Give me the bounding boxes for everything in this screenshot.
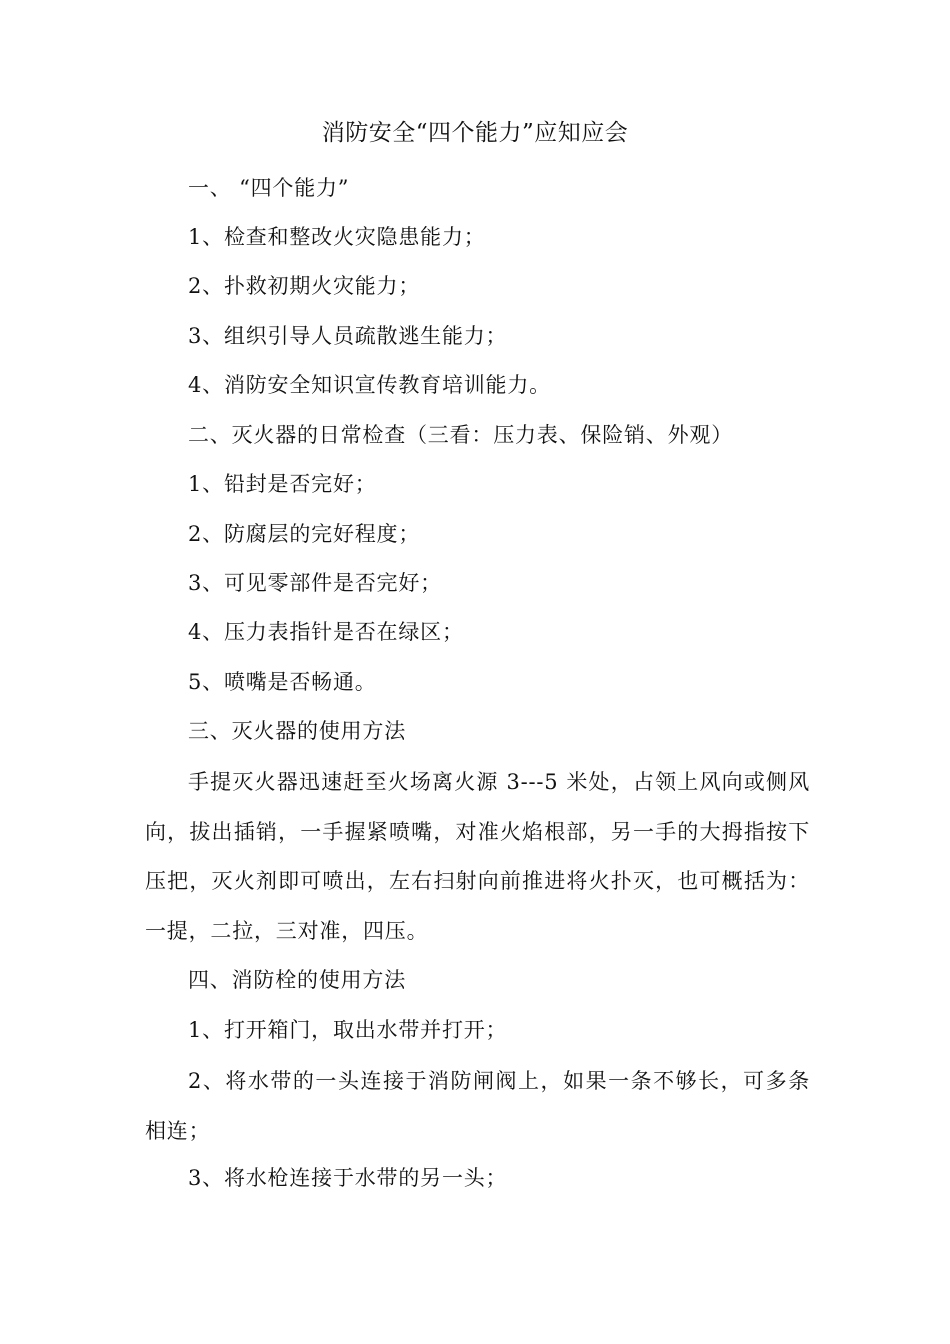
list-item: 2、将水带的一头连接于消防闸阀上，如果一条不够长，可多条相连； [145,1069,810,1143]
list-item: 1、打开箱门，取出水带并打开； [188,1018,508,1042]
section-heading-extinguisher-check: 二、灭火器的日常检查（三看：压力表、保险销、外观） [188,423,733,447]
list-item: 4、消防安全知识宣传教育培训能力。 [188,373,551,397]
section-heading-hydrant-usage: 四、消防栓的使用方法 [188,968,406,992]
list-item: 2、扑救初期火灾能力； [188,274,421,298]
section-heading-extinguisher-usage: 三、灭火器的使用方法 [188,719,406,743]
extinguisher-usage-paragraph: 手提灭火器迅速赶至火场离火源 3---5 米处，占领上风向或侧风向，拔出插销，一手握紧喷嘴，对准火焰根部，另一手的大拇指按下压把，灭火剂即可喷出，左右扫射向前推进将火扑灭，也可概括为：一提，二拉，三对准，四压。 [145,770,810,943]
list-item: 2、防腐层的完好程度； [188,522,421,546]
list-item: 3、将水枪连接于水带的另一头； [188,1166,508,1190]
list-item: 5、喷嘴是否畅通。 [188,670,377,694]
list-item: 3、组织引导人员疏散逃生能力； [188,324,508,348]
list-item: 3、可见零部件是否完好； [188,571,442,595]
list-item: 1、铅封是否完好； [188,472,377,496]
list-item: 4、压力表指针是否在绿区； [188,620,464,644]
document-title: 消防安全“四个能力”应知应会 [321,120,629,146]
section-heading-four-abilities: 一、 “四个能力” [188,176,350,200]
list-item: 1、检查和整改火灾隐患能力； [188,225,486,249]
